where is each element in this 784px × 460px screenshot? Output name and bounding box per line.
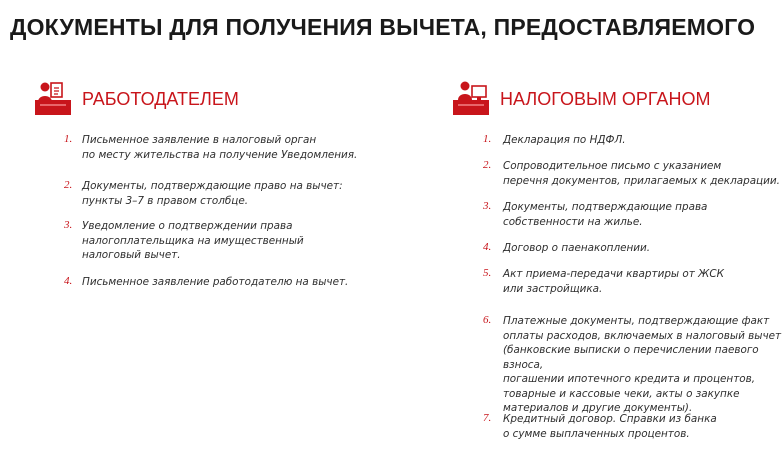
list-item: 5. Акт приема-передачи квартиры от ЖСК или застройщика. bbox=[483, 267, 724, 295]
employer-column bbox=[34, 80, 394, 288]
list-item: 2. Сопроводительное письмо с указанием перечня документов, прилагаемых к декларации. bbox=[483, 159, 780, 187]
list-item: 1. Декларация по НДФЛ. bbox=[483, 133, 626, 146]
employer-heading-row bbox=[34, 80, 394, 120]
list-item: 1. Письменное заявление в налоговый орган по месту жительства на получение Уведомления. bbox=[64, 133, 358, 161]
list-item: 7. Кредитный договор. Справки из банка о сумме выплаченных процентов. bbox=[483, 412, 717, 440]
tax-office-heading: НАЛОГОВЫМ ОРГАНОМ bbox=[500, 89, 711, 109]
list-item: 4. Письменное заявление работодателю на вычет. bbox=[64, 275, 349, 288]
list-item: 3. Документы, подтверждающие права собственности на жилье. bbox=[483, 200, 708, 228]
tax-office-heading-row bbox=[452, 80, 782, 120]
employer-heading: РАБОТОДАТЕЛЕМ bbox=[82, 89, 239, 109]
employer-document-list bbox=[64, 133, 357, 295]
page-title: ДОКУМЕНТЫ ДЛЯ ПОЛУЧЕНИЯ ВЫЧЕТА, ПРЕДОСТАВЛЯЕМОГО bbox=[10, 14, 756, 40]
tax-office-column bbox=[452, 80, 782, 440]
tax-office-document-list bbox=[483, 133, 782, 444]
list-item: 6. Платежные документы, подтверждающие факт оплаты расходов, включаемых в налоговый вычет (банковские выписки о перечислении паевого взноса, погашении ипотечного кредита и процентов, товарные и кассовые чеки, акты о закупке материалов и другие документы). bbox=[483, 314, 782, 414]
list-item: 3. Уведомление о подтверждении права налогоплательщика на имущественный налоговый вычет. bbox=[64, 219, 304, 261]
tax-office-desk-icon bbox=[452, 80, 490, 116]
list-item: 4. Договор о паенакоплении. bbox=[483, 241, 651, 254]
list-item: 2. Документы, подтверждающие право на вычет: пункты 3–7 в правом столбце. bbox=[64, 179, 343, 207]
employer-desk-icon bbox=[34, 80, 72, 116]
